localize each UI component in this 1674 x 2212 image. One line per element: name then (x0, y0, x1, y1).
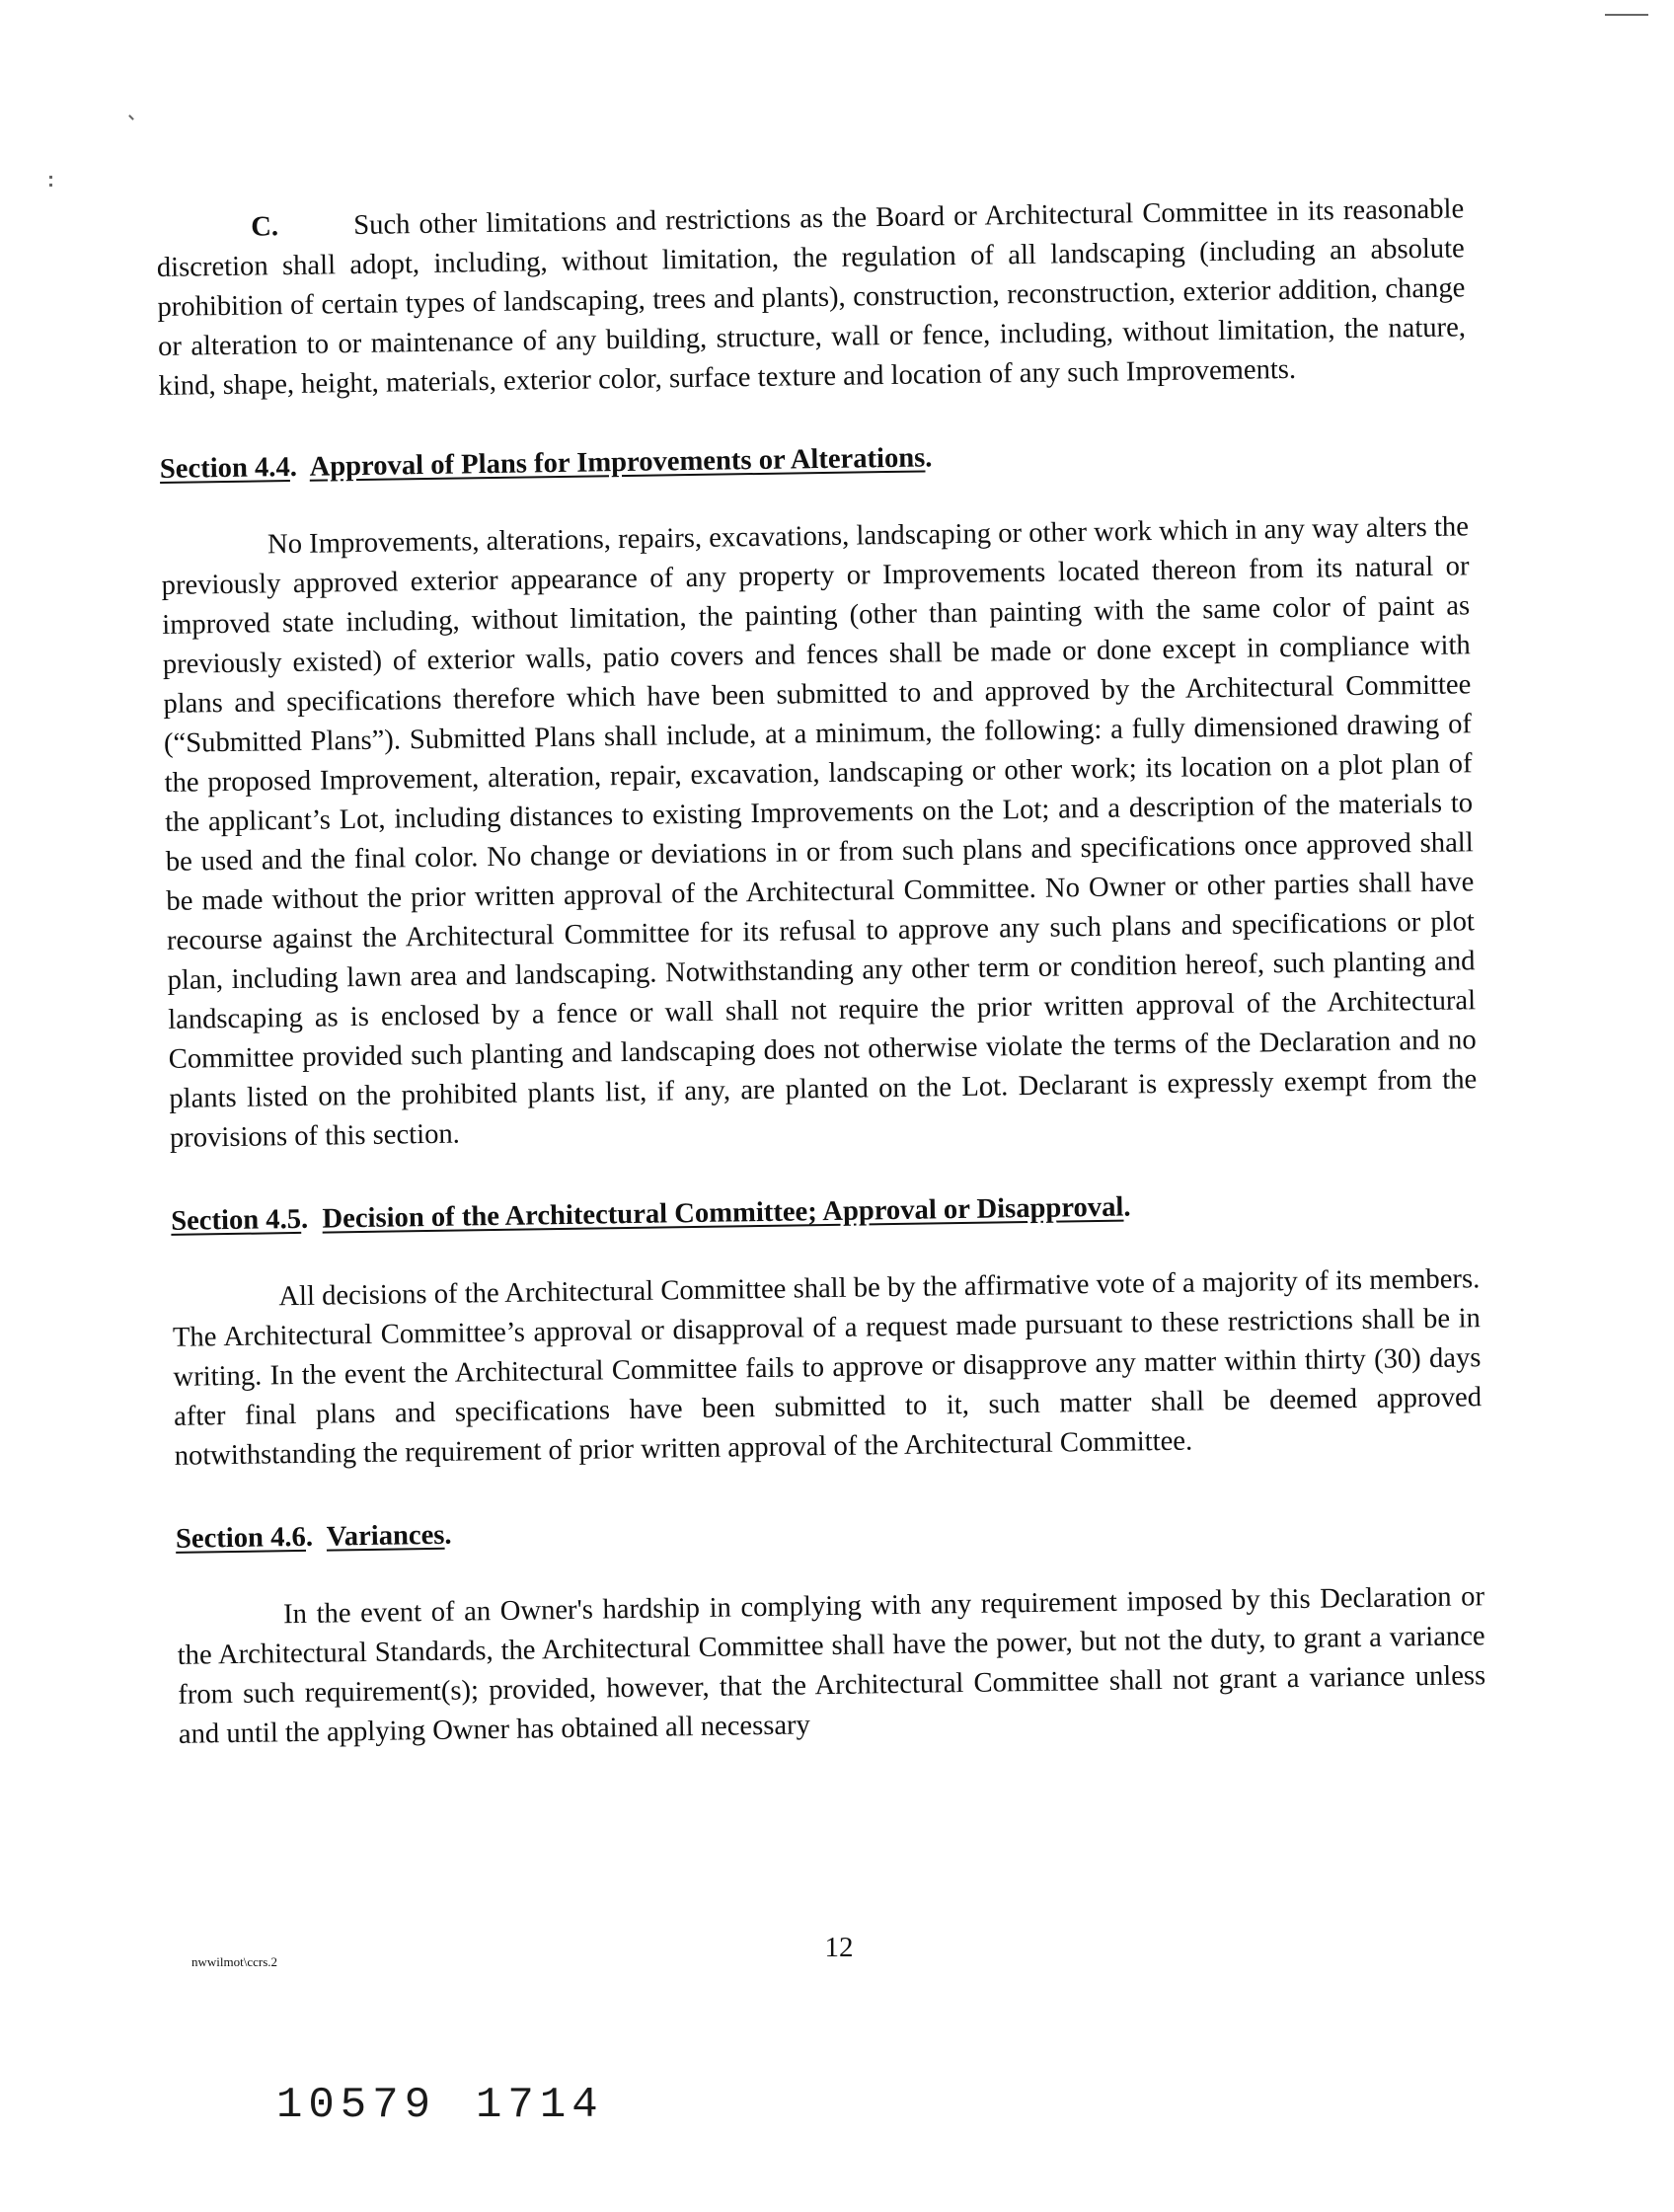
page-number: 12 (824, 1932, 854, 1963)
item-c-text: Such other limitations and restrictions as the Board or Architectural Committee in its reasonable discretion shall adopt, including, without limitation, the regulation of all landscaping (including an absolute prohibition of certain types of landscaping, trees and plants), construction, reconstruction, exterior addition, change or alteration to or maintenance of any building, structure, wall or fence, including, without limitation, the nature, kind, shape, height, materials, exterior color, surface texture and location of any such Improvements. (156, 193, 1467, 402)
section-4-4-body: No Improvements, alterations, repairs, excavations, landscaping or other work which in any way alters the previously approved exterior appearance of any property or Improvements located thereon from its natural or improved state including, without limitation, the painting (other than painting with the same color of paint as previously existed) of exterior walls, patio covers and fences shall be made or done except in compliance with plans and specifications therefore which have been submitted to and approved by the Architectural Committee (“Submitted Plans”). Submitted Plans shall include, at a minimum, the following: a fully dimensioned drawing of the proposed Improvement, alteration, repair, excavation, landscaping or other work; its location on a plot plan of the applicant’s Lot, including distances to existing Improvements on the Lot; and a description of the materials to be used and the final color. No change or deviations in or from such plans and specifications once approved shall be made without the prior written approval of the Architectural Committee. No Owner or other parties shall have recourse against the Architectural Committee for its refusal to approve any such plans and specifications or plot plan, including lawn area and landscaping. Notwithstanding any other term or condition hereof, such planting and landscaping as is enclosed by a fence or wall shall not require the prior written approval of the Architectural Committee provided such planting and landscaping does not otherwise violate the terms of the Declaration and no plants listed on the prohibited plants list, if any, are planted on the Lot. Declarant is expressly exempt from the provisions of this section. (161, 511, 1478, 1154)
recording-stamp (276, 2081, 644, 2130)
section-4-5-title: Decision of the Architectural Committee; Approval or Disapproval (322, 1191, 1124, 1235)
section-4-6-body: In the event of an Owner's hardship in complying with any requirement imposed by this Declaration or the Architectural Standards, the Architectural Committee shall have the power, but not the duty, to grant a variance from such requirement(s); provided, however, that the Architectural Committee shall not grant a variance unless and until the applying Owner has obtained all necessary (177, 1581, 1486, 1750)
section-4-6-heading: Section 4.6. Variances. (175, 1519, 452, 1555)
section-4-4-title: Approval of Plans for Improvements or Alterations (309, 442, 926, 483)
section-4-6-number: Section 4.6 (175, 1521, 307, 1555)
scan-mark (1605, 14, 1648, 16)
scan-mark (128, 114, 134, 120)
section-4-4-number: Section 4.4 (159, 452, 290, 485)
scan-mark (49, 184, 52, 187)
section-4-4-heading: Section 4.4. Approval of Plans for Improvements or Alterations. (159, 442, 933, 485)
stamp-book-number: 10579 (276, 2081, 437, 2130)
stamp-page-number: 1714 (476, 2081, 604, 2130)
document-body (156, 190, 1486, 1754)
section-4-5-heading: Section 4.5. Decision of the Architectural Committee; Approval or Disapproval. (170, 1191, 1131, 1237)
item-c-paragraph (156, 190, 1467, 407)
section-4-6-title: Variances (326, 1519, 445, 1553)
section-4-5-number: Section 4.5 (170, 1203, 302, 1237)
item-c-letter: C. (251, 211, 279, 243)
scan-mark (49, 176, 52, 179)
section-4-5-body: All decisions of the Architectural Committee shall be by the affirmative vote of a majority of its members. The Architectural Committee’s approval or disapproval of a request made pursuant to these restrictions shall be in writing. In the event the Architectural Committee fails to approve or disapprove any matter within thirty (30) days after final plans and specifications have been submitted to it, such matter shall be deemed approved notwithstanding the requirement of prior written approval of the Architectural Committee. (172, 1263, 1483, 1472)
file-reference: nwwilmot\ccrs.2 (191, 1954, 278, 1969)
